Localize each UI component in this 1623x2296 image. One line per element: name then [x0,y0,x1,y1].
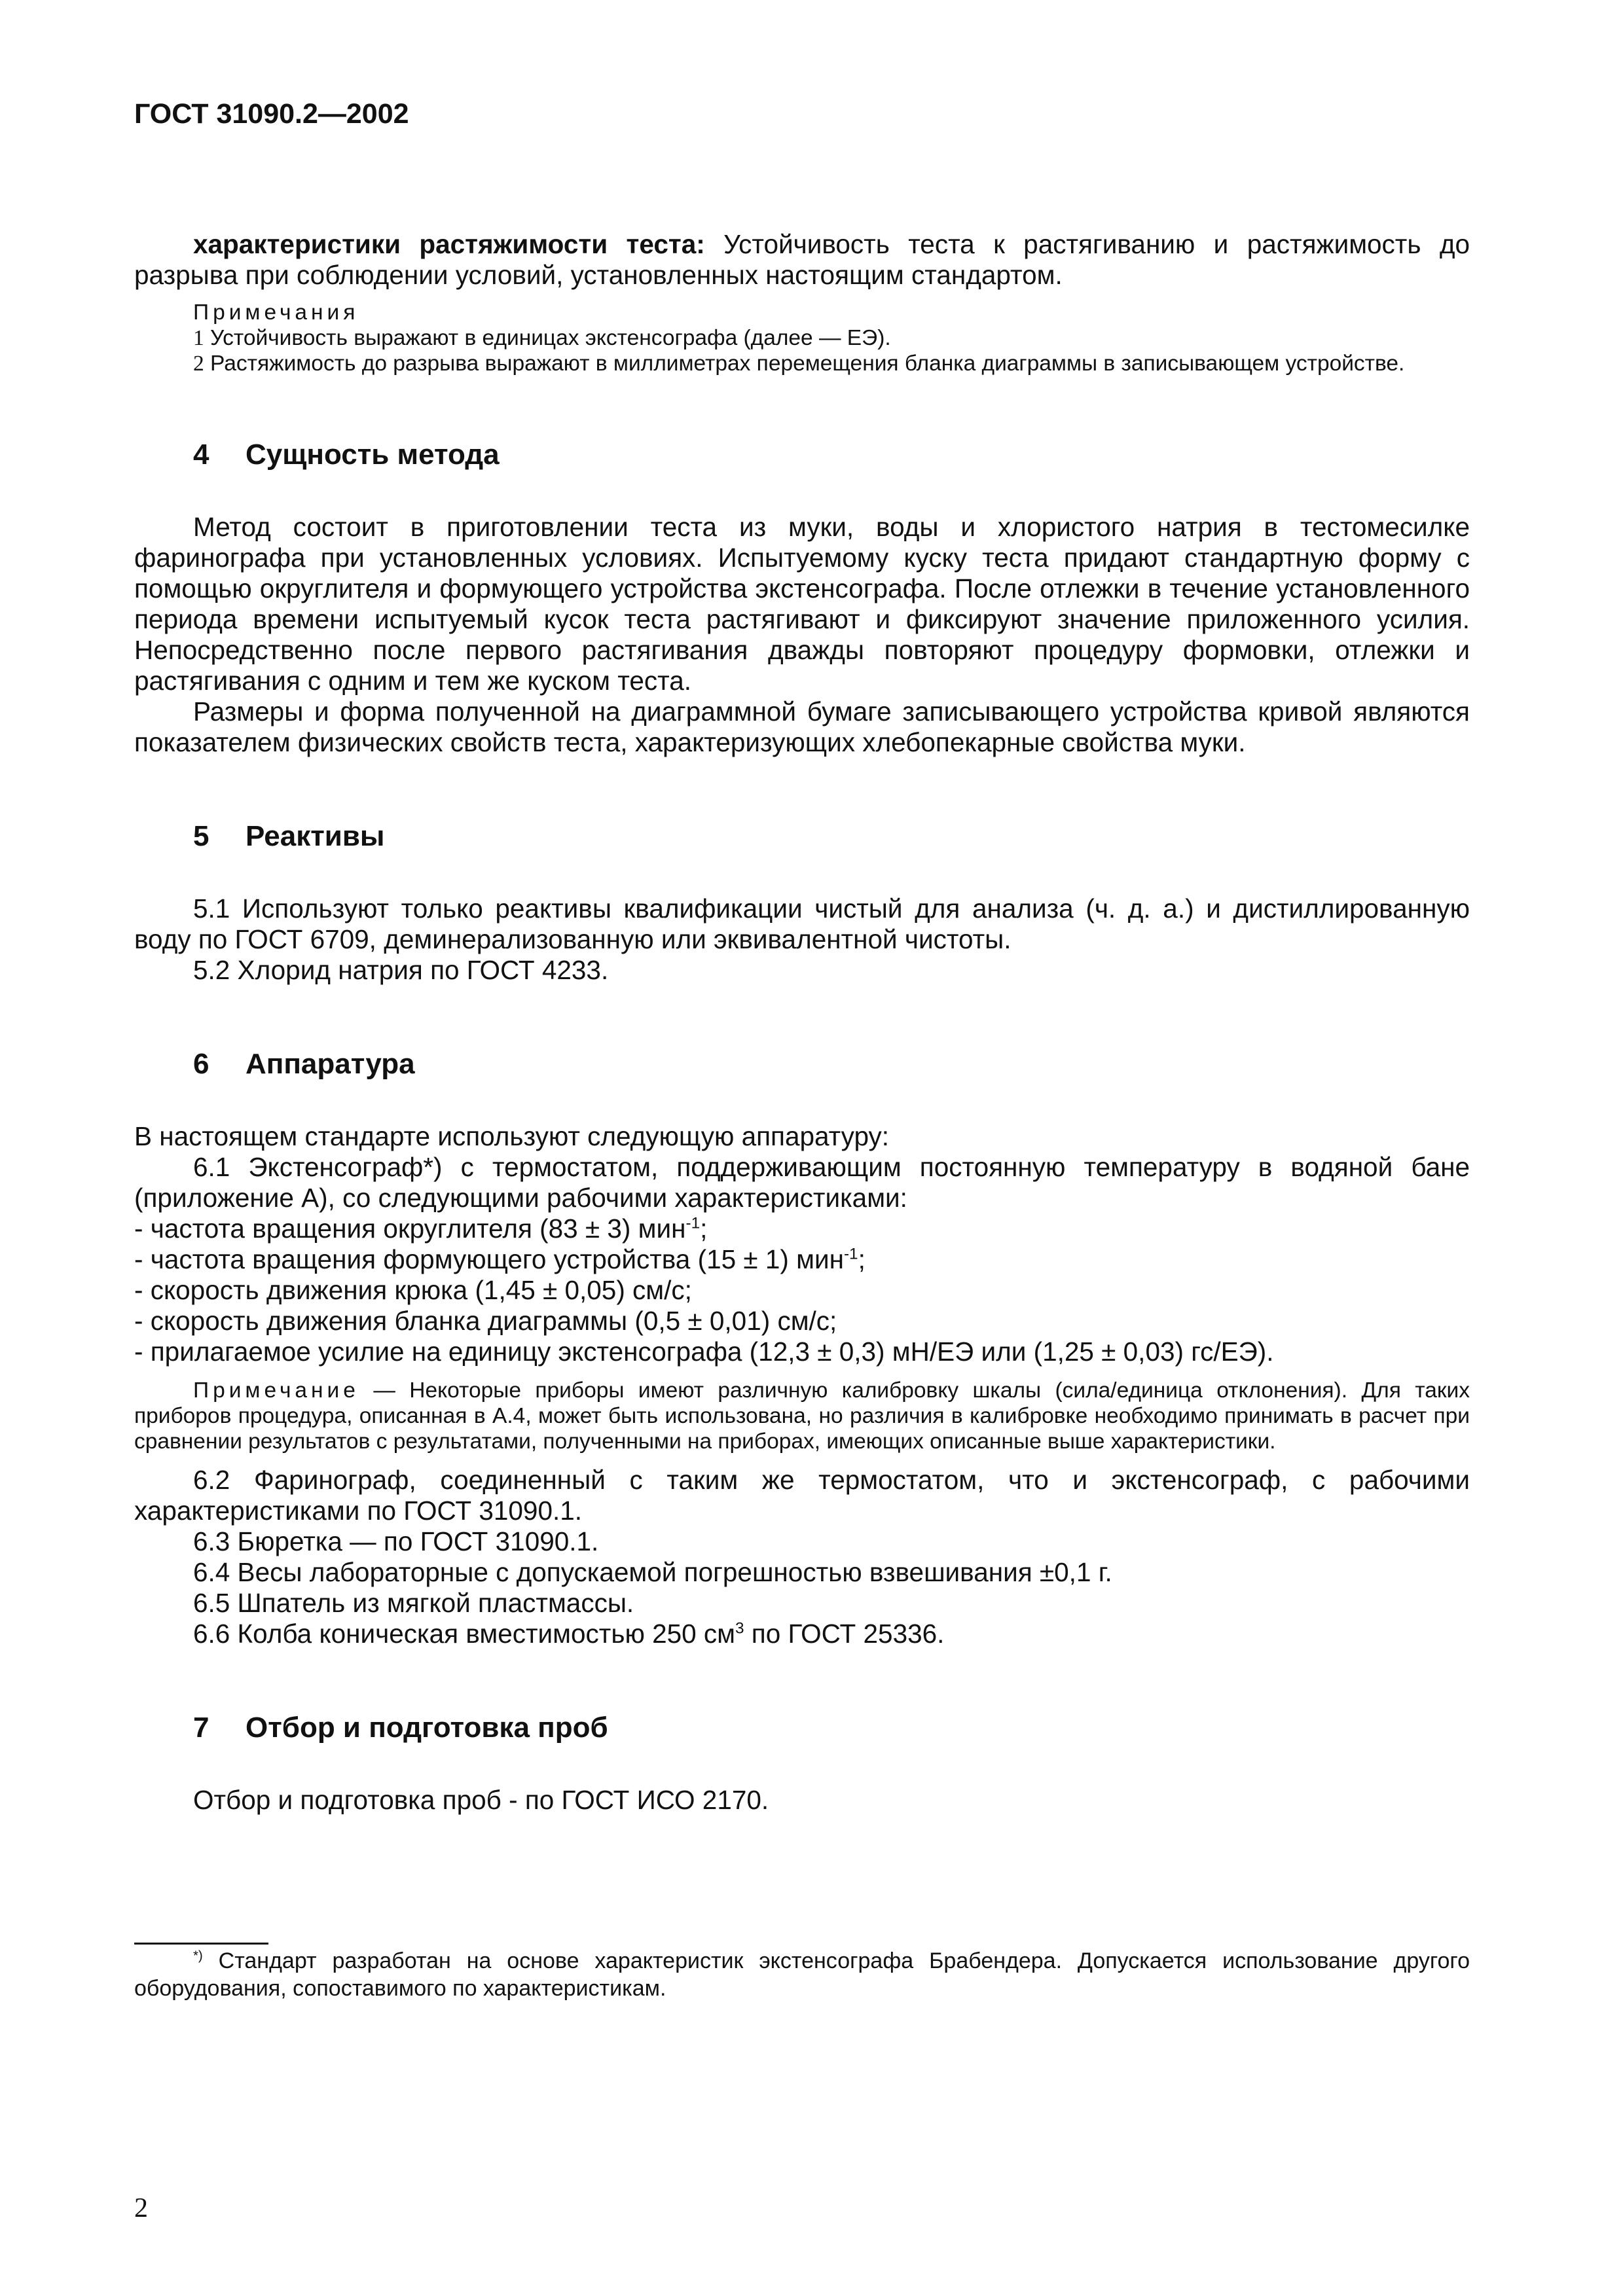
footnote-separator [134,1943,268,1945]
spec-item-2 [134,1244,1470,1275]
item-text: 6.6 Колба коническая вместимостью 250 см [193,1619,735,1649]
section6-item-1: 6.1 Экстенсограф*) с термостатом, поддерживающим постоянную температуру в водяной бане (приложение А), со следующими рабочими характеристиками: [134,1152,1470,1213]
section4-paragraph-2: Размеры и форма полученной на диаграммной бумаге записывающего устройства кривой являются показателем физических свойств теста, характеризующих хлебопекарные свойства муки. [134,696,1470,757]
footnote-text: Стандарт разработан на основе характеристик экстенсографа Брабендера. Допускается использование другого оборудования, сопоставимого по характеристикам. [134,1948,1470,2001]
page-number: 2 [134,2193,148,2223]
spec-item-3: - скорость движения крюка (1,45 ± 0,05) см/с; [134,1275,692,1305]
section-heading-6 [193,1048,1470,1081]
section-title: Аппаратура [246,1048,415,1080]
section-title: Реактивы [246,820,385,852]
spec-text-end: ; [858,1244,866,1274]
spec-item-4: - скорость движения бланка диаграммы (0,5 ± 0,01) см/с; [134,1306,837,1336]
section4-paragraph-1: Метод состоит в приготовлении теста из муки, воды и хлористого натрия в тестомесилке фаринографа при установленных условиях. Испытуемому куску теста придают стандартную форму с помощью округлителя и формующего устройства экстенсографа. После отлежки в течение установленного периода времени испытуемый кусок теста растягивают и фиксируют значение приложенного усилия. Непосредственно после первого растягивания дважды повторяют процедуру формовки, отлежки и растягивания с одним и тем же куском теста. [134,512,1470,696]
section5-item-2: 5.2 Хлорид натрия по ГОСТ 4233. [193,955,609,985]
section-heading-4 [193,439,1470,471]
notes-title: Примечания [193,300,359,325]
section-number: 5 [193,820,210,852]
spec-item-1 [134,1213,1470,1244]
main-content [134,229,1470,1816]
document-header: ГОСТ 31090.2—2002 [134,98,409,130]
note-item-2 [134,351,1470,376]
spec-text: - частота вращения формующего устройства (15 ± 1) мин [134,1244,844,1274]
spec-text: - частота вращения округлителя (83 ± 3) мин [134,1213,686,1244]
definition-paragraph [134,229,1470,291]
section-heading-5 [193,820,1470,853]
definition-text: Устойчивость теста к растягиванию и растяжимость до разрыва при соблюдении условий, установленных настоящим стандартом. [134,229,1470,290]
section6-intro: В настоящем стандарте используют следующую аппаратуру: [134,1121,890,1151]
footnote [134,1947,1470,2002]
notes-block [134,300,1470,376]
section6-item-5: 6.5 Шпатель из мягкой пластмассы. [193,1588,634,1618]
section-number: 6 [193,1048,210,1080]
section6-item-2: 6.2 Фаринограф, соединенный с таким же термостатом, что и экстенсограф, с рабочими характеристиками по ГОСТ 31090.1. [134,1465,1470,1526]
section-title: Сущность метода [246,439,500,471]
item-text-end: по ГОСТ 25336. [744,1619,945,1649]
section6-item-4: 6.4 Весы лабораторные с допускаемой погрешностью взвешивания ±0,1 г. [193,1557,1112,1587]
section-number: 4 [193,439,210,471]
section6-note [134,1378,1470,1454]
section6-item-3: 6.3 Бюретка — по ГОСТ 31090.1. [193,1526,599,1556]
note-label: Примечание [193,1378,359,1403]
note-text: Устойчивость выражают в единицах экстенсографа (далее — ЕЭ). [204,326,891,350]
note-number: 2 [193,351,204,376]
spec-superscript: -1 [685,1214,701,1232]
footnote-mark: *) [193,1948,203,1964]
note-text: Растяжимость до разрыва выражают в миллиметрах перемещения бланка диаграммы в записывающем устройстве. [204,351,1405,376]
note-text: — Некоторые приборы имеют различную калибровку шкалы (сила/единица отклонения). Для таких приборов процедура, описанная в А.4, может быть использована, но различия в калибровке необходимо принимать в расчет при сравнении результатов с результатами, полученными на приборах, имеющих описанные выше характеристики. [134,1378,1470,1454]
section-title: Отбор и подготовка проб [246,1712,608,1744]
section-heading-7 [193,1712,1470,1744]
item-superscript: 3 [735,1619,744,1638]
section5-item-1: 5.1 Используют только реактивы квалификации чистый для анализа (ч. д. а.) и дистиллированную воду по ГОСТ 6709, деминерализованную или эквивалентной чистоты. [134,893,1470,954]
section7-text: Отбор и подготовка проб - по ГОСТ ИСО 2170. [193,1785,769,1815]
spec-item-5: - прилагаемое усилие на единицу экстенсографа (12,3 ± 0,3) мН/ЕЭ или (1,25 ± 0,03) гс/ЕЭ). [134,1336,1274,1367]
spec-text-end: ; [700,1213,708,1244]
spec-superscript: -1 [843,1245,858,1263]
definition-term: характеристики растяжимости теста: [193,229,705,259]
note-item-1 [134,325,1470,351]
section-number: 7 [193,1712,210,1744]
section6-item-6 [134,1619,1470,1649]
note-number: 1 [193,326,204,350]
